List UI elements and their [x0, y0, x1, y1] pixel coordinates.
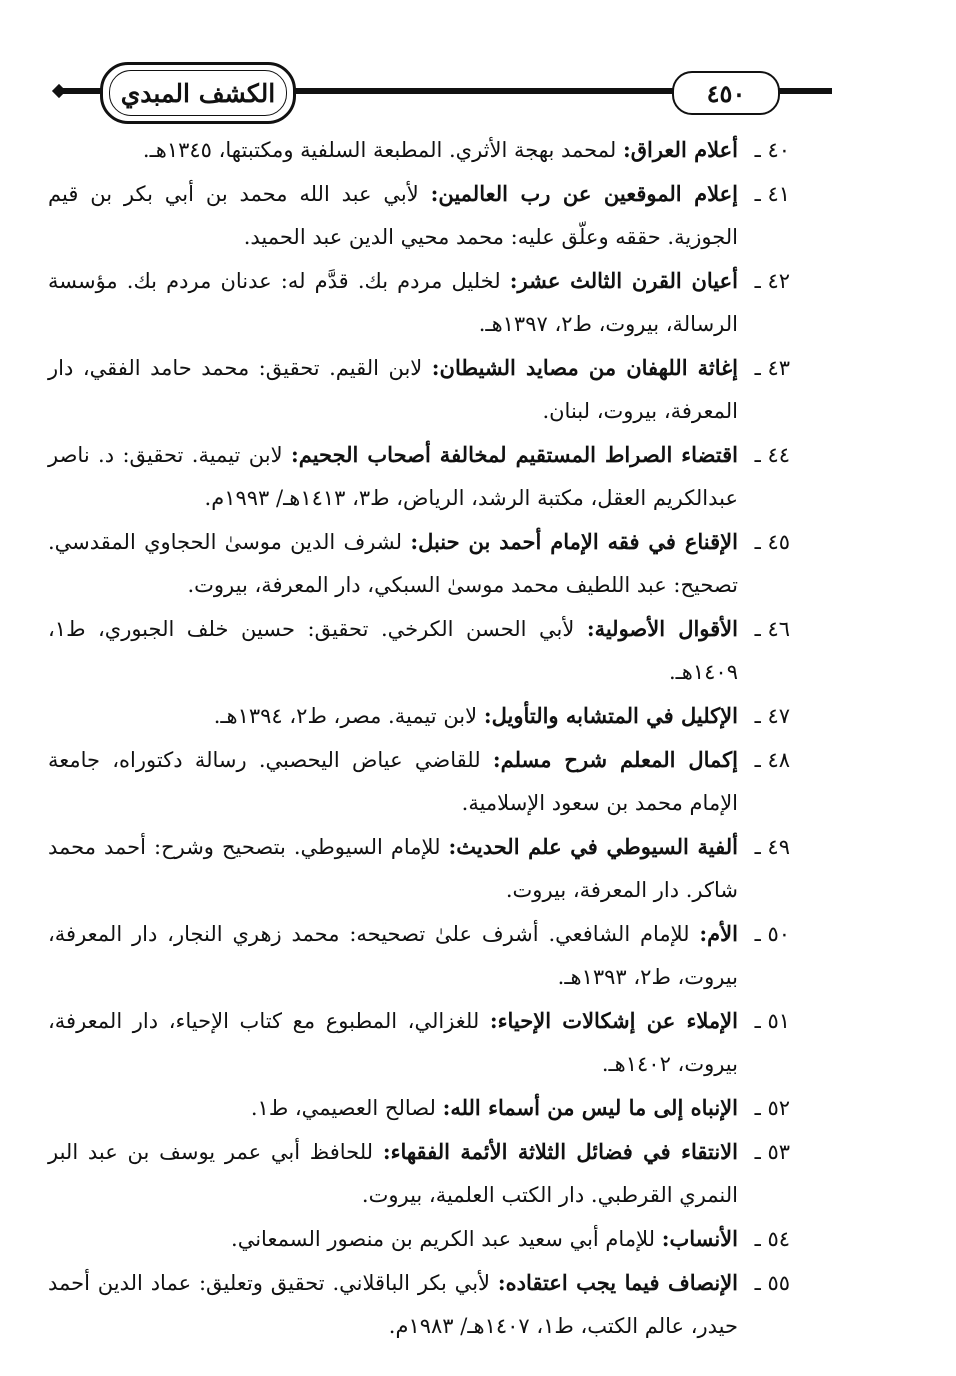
entry-details: لمحمد بهجة الأثري. المطبعة السلفية ومكتبتها، ١٣٤٥هـ.: [142, 138, 623, 162]
bibliography-entry: [48, 259, 790, 346]
bibliography-entry: [48, 1086, 790, 1130]
entry-number: ٤١ ـ: [754, 182, 790, 206]
entry-title: الإنباه إلى ما ليس من أسماء الله:: [442, 1095, 738, 1120]
entry-details: لابن تيمية. تحقيق: د. ناصر عبدالكريم العقل، مكتبة الرشد، الرياض، ط٣، ١٤١٣هـ/ ١٩٩٣م.: [48, 443, 738, 510]
entry-number: ٤٤ ـ: [754, 443, 790, 467]
bibliography-list: [48, 128, 790, 1348]
entry-details: للقاضي عياض اليحصبي. رسالة دكتوراه، جامعة الإمام محمد بن سعود الإسلامية.: [48, 748, 738, 815]
bibliography-entry: [48, 128, 790, 172]
entry-title: الإكليل في المتشابه والتأويل:: [483, 703, 738, 728]
bibliography-entry: [48, 172, 790, 259]
entry-number: ٥١ ـ: [754, 1009, 790, 1033]
entry-details: للحافظ أبي عمر يوسف بن عبد البر النمري القرطبي. دار الكتب العلمية، بيروت.: [48, 1140, 738, 1207]
page-number: ٤٥٠: [706, 78, 746, 108]
entry-details: لأبي الحسن الكرخي. تحقيق: حسين خلف الجبوري، ط١، ١٤٠٩هـ.: [48, 617, 738, 684]
bibliography-entry: [48, 999, 790, 1086]
entry-details: للإمام السيوطي. بتصحيح وشرح: أحمد محمد شاكر. دار المعرفة، بيروت.: [48, 835, 738, 902]
entry-number: ٤٥ ـ: [754, 530, 790, 554]
bibliography-entry: [48, 1261, 790, 1348]
entry-title: الإقناع في فقه الإمام أحمد بن حنبل:: [410, 529, 738, 554]
entry-title: إكمال المعلم شرح مسلم:: [492, 747, 738, 772]
entry-title: إعلام الموقعين عن رب العالمين:: [430, 181, 738, 206]
entry-details: لأبي عبد الله محمد بن أبي بكر بن قيم الجوزية. حققه وعلّق عليه: محمد محيي الدين عبد الحميد.: [48, 182, 738, 249]
bibliography-entry: [48, 433, 790, 520]
entry-number: ٤٠ ـ: [754, 138, 790, 162]
bibliography-entry: [48, 825, 790, 912]
bibliography-entry: [48, 1217, 790, 1261]
entry-title: أعلام العراق:: [622, 137, 738, 162]
entry-details: لابن تيمية. مصر، ط٢، ١٣٩٤هـ.: [213, 704, 484, 728]
book-title: الكشف المبدي: [120, 78, 276, 108]
entry-details: لخليل مردم بك. قدَّم له: عدنان مردم بك. مؤسسة الرسالة، بيروت، ط٢، ١٣٩٧هـ.: [48, 269, 738, 336]
book-title-cartouche: [100, 62, 296, 124]
entry-number: ٤٣ ـ: [754, 356, 790, 380]
entry-title: الإملاء عن إشكالات الإحياء:: [489, 1008, 738, 1033]
entry-details: لابن القيم. تحقيق: محمد حامد الفقي، دار المعرفة، بيروت، لبنان.: [48, 356, 738, 423]
entry-details: للغزالي، المطبوع مع كتاب الإحياء، دار المعرفة، بيروت، ١٤٠٢هـ.: [48, 1009, 738, 1076]
entry-number: ٥٢ ـ: [754, 1096, 790, 1120]
entry-title: الأقوال الأصولية:: [586, 616, 738, 641]
bibliography-entry: [48, 912, 790, 999]
entry-number: ٥٣ ـ: [754, 1140, 790, 1164]
entry-number: ٤٦ ـ: [754, 617, 790, 641]
bibliography-entry: [48, 694, 790, 738]
entry-number: ٤٩ ـ: [754, 835, 790, 859]
bibliography-entry: [48, 607, 790, 694]
bibliography-entry: [48, 346, 790, 433]
entry-number: ٤٢ ـ: [754, 269, 790, 293]
entry-details: لشرف الدين موسىٰ الحجاوي المقدسي. تصحيح: عبد اللطيف محمد موسىٰ السبكي، دار المعرفة، بيروت.: [48, 530, 738, 597]
entry-details: لصالح العصيمي، ط١.: [250, 1096, 443, 1120]
entry-title: الأم:: [699, 921, 738, 946]
running-header: [40, 40, 800, 140]
bibliography-entry: [48, 520, 790, 607]
entry-number: ٥٠ ـ: [754, 922, 790, 946]
entry-number: ٥٥ ـ: [754, 1271, 791, 1295]
entry-title: أعيان القرن الثالث عشر:: [509, 268, 738, 293]
entry-details: لأبي بكر الباقلاني. تحقيق وتعليق: عماد الدين أحمد حيدر، عالم الكتب، ط١، ١٤٠٧هـ/ ١٩٨٣م.: [48, 1271, 738, 1338]
entry-title: الانتقاء في فضائل الثلاثة الأئمة الفقهاء:: [382, 1139, 738, 1164]
entry-title: الأنساب:: [661, 1226, 738, 1251]
entry-details: للإمام أبي سعيد عبد الكريم بن منصور السمعاني.: [231, 1227, 662, 1251]
entry-details: للإمام الشافعي. أشرف علىٰ تصحيحه: محمد زهري النجار، دار المعرفة، بيروت، ط٢، ١٣٩٣هـ.: [48, 922, 738, 989]
entry-number: ٥٤ ـ: [754, 1227, 790, 1251]
entry-title: الإنصاف فيما يجب اعتقاده:: [497, 1270, 739, 1295]
bibliography-entry: [48, 1130, 790, 1217]
entry-title: إغاثة اللهفان من مصايد الشيطان:: [431, 355, 738, 380]
entry-title: ألفية السيوطي في علم الحديث:: [448, 834, 738, 859]
entry-number: ٤٧ ـ: [754, 704, 790, 728]
page-number-cartouche: [672, 71, 780, 115]
header-rule-ornament: [52, 84, 66, 98]
entry-title: اقتضاء الصراط المستقيم لمخالفة أصحاب الجحيم:: [290, 442, 738, 467]
bibliography-entry: [48, 738, 790, 825]
entry-number: ٤٨ ـ: [754, 748, 790, 772]
